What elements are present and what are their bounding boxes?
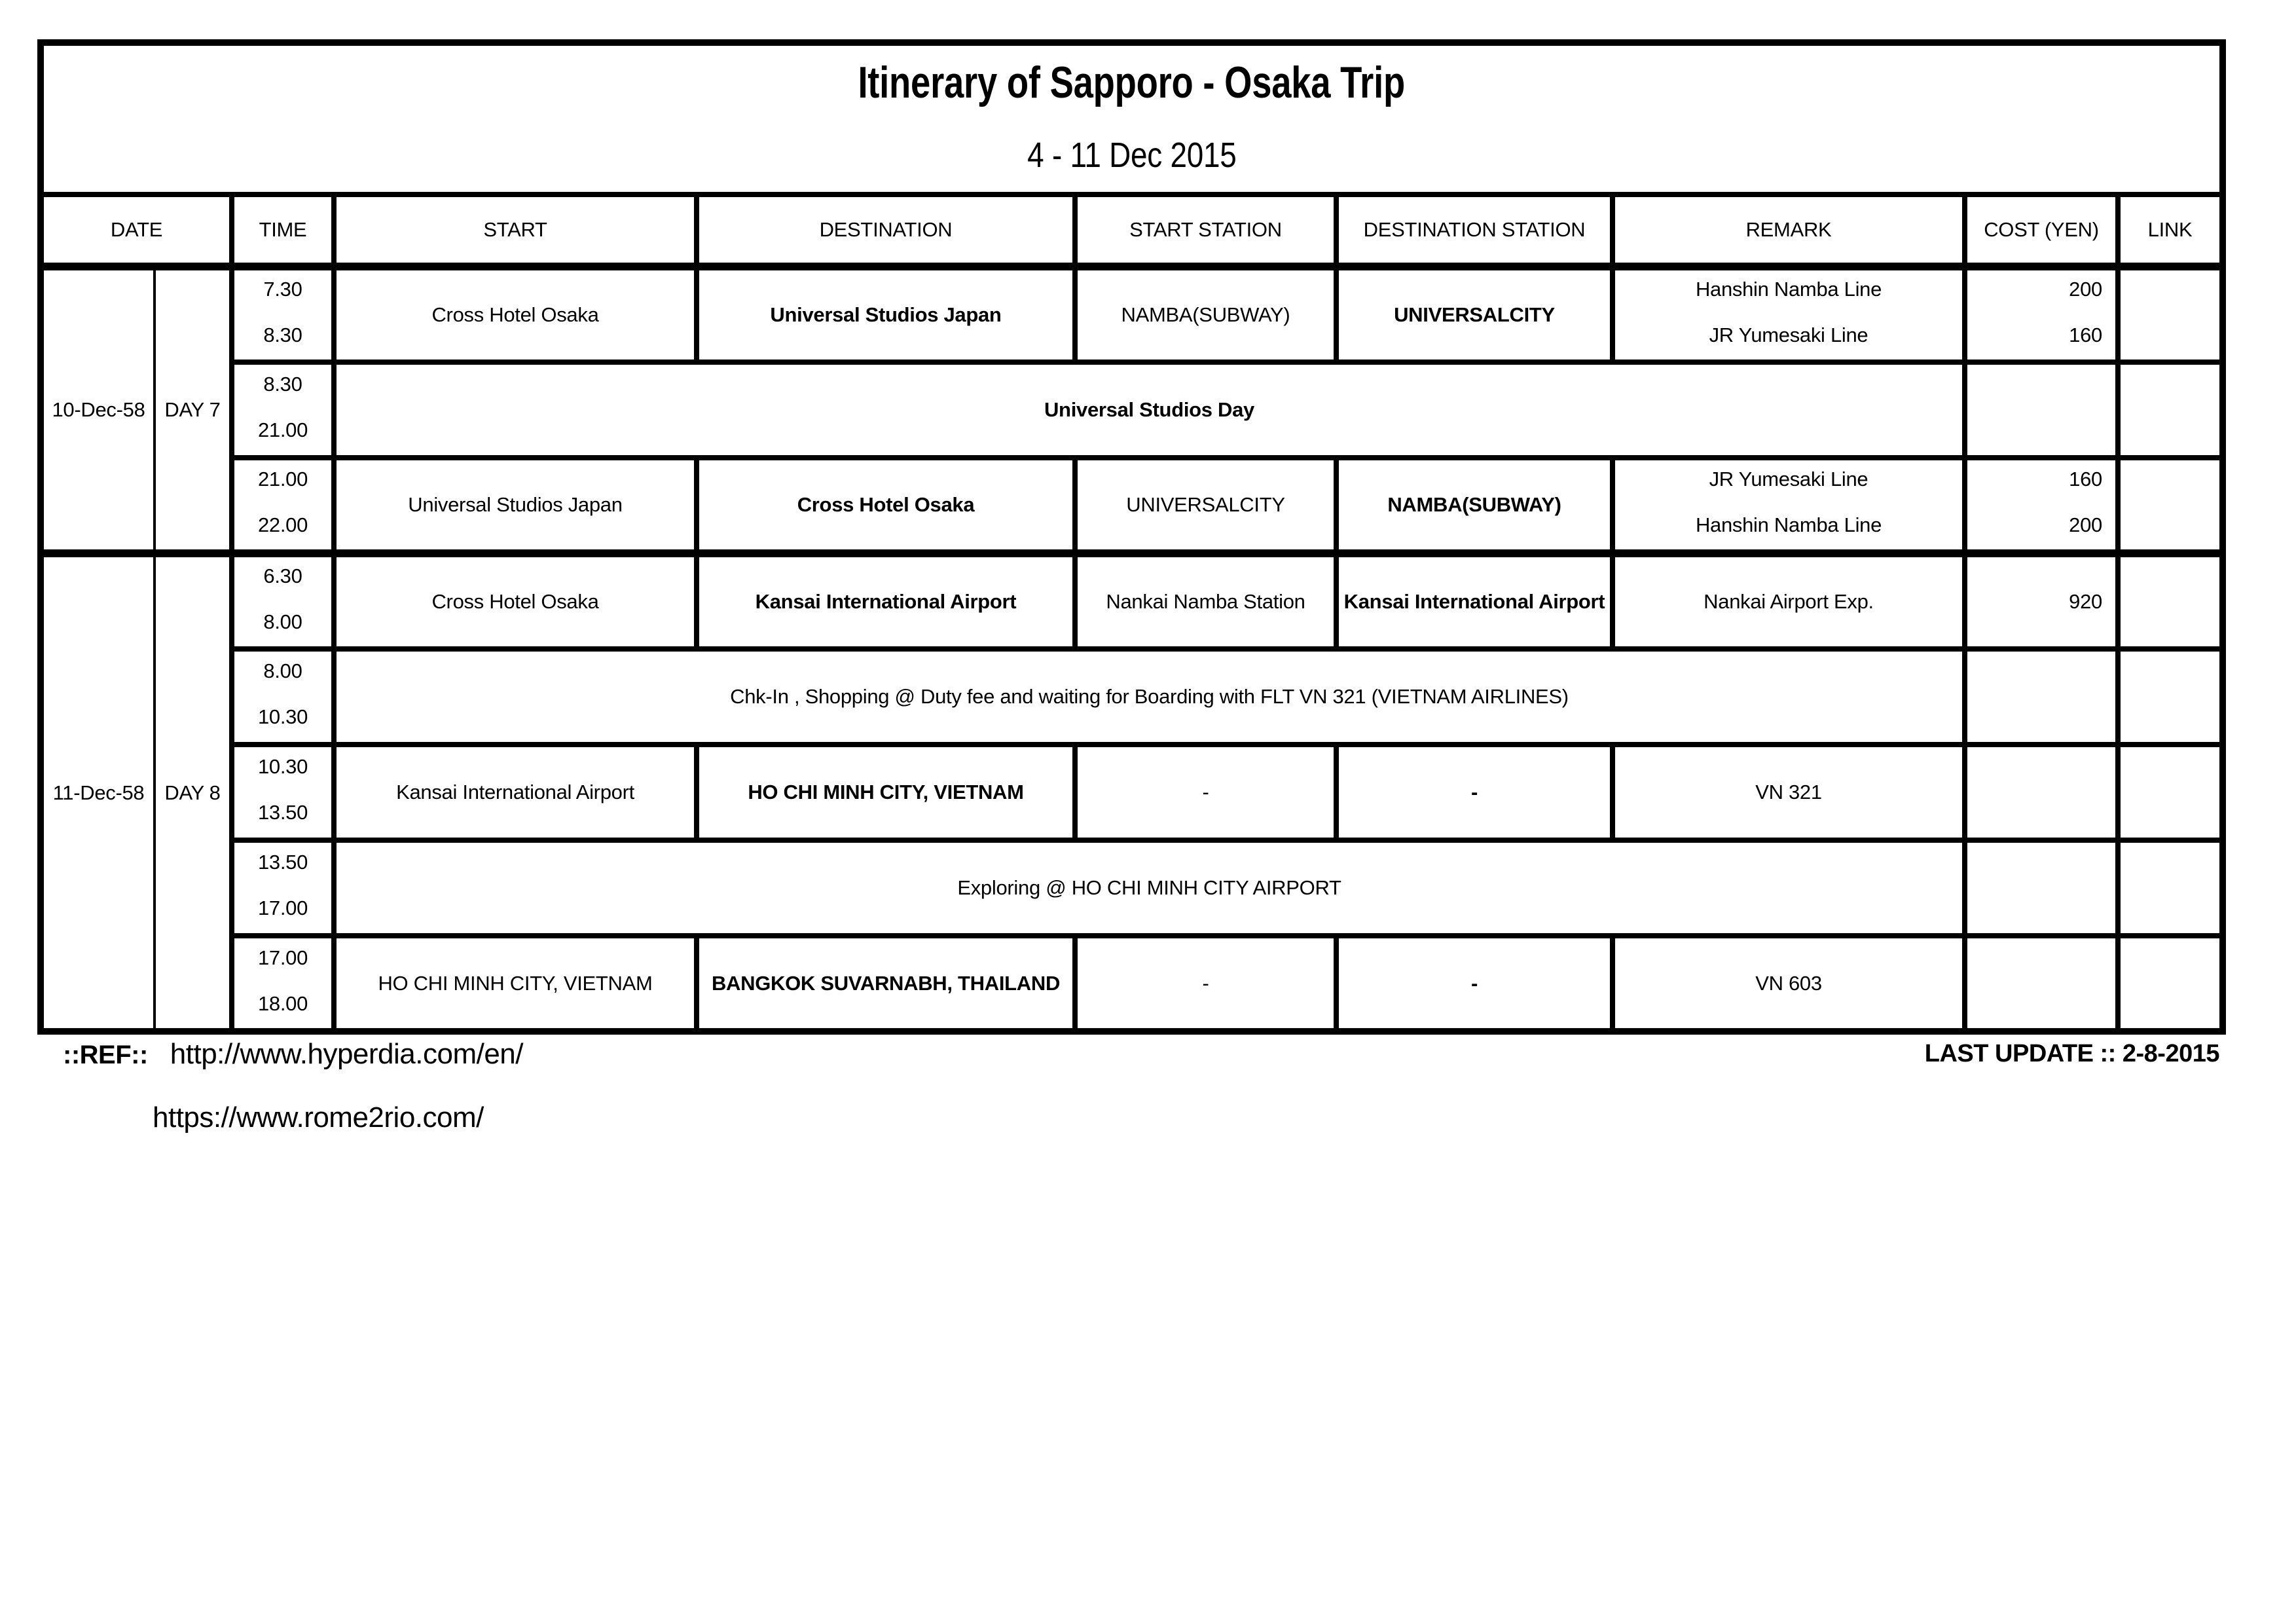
start-cell: Cross Hotel Osaka	[334, 267, 697, 362]
col-header-start-station: START STATION	[1075, 194, 1336, 267]
link-cell	[2118, 745, 2223, 840]
cost-cell	[1965, 362, 2118, 458]
destination-cell: BANGKOK SUVARNABH, THAILAND	[697, 936, 1075, 1031]
footer-reference-line	[63, 1038, 523, 1071]
remark-cell	[1613, 267, 1965, 362]
start-station-cell: UNIVERSALCITY	[1075, 458, 1336, 553]
table-row	[41, 553, 2223, 649]
remark-cell: VN 603	[1613, 936, 1965, 1031]
merged-activity-cell: Chk-In , Shopping @ Duty fee and waiting for Boarding with FLT VN 321 (VIETNAM AIRLINES)	[334, 649, 1965, 745]
date-cell: 11-Dec-58	[41, 553, 155, 1031]
col-header-remark: REMARK	[1613, 194, 1965, 267]
destination-cell: Kansai International Airport	[697, 553, 1075, 649]
destination-station-cell: Kansai International Airport	[1336, 553, 1613, 649]
link-cell	[2118, 458, 2223, 553]
destination-cell: Universal Studios Japan	[697, 267, 1075, 362]
time-cell	[232, 840, 334, 936]
time-cell	[232, 553, 334, 649]
time-from: 8.30	[263, 373, 302, 396]
link-cell	[2118, 362, 2223, 458]
time-to: 17.00	[257, 896, 308, 919]
time-to: 18.00	[257, 991, 308, 1015]
cost-cell	[1965, 267, 2118, 362]
time-from: 10.30	[257, 755, 308, 778]
footer-reference-line	[153, 1101, 484, 1134]
link-cell	[2118, 840, 2223, 936]
table-row	[41, 936, 2223, 1031]
time-from: 6.30	[263, 564, 302, 587]
time-to: 21.00	[257, 418, 308, 441]
cost-cell: 920	[1965, 553, 2118, 649]
start-station-cell: -	[1075, 745, 1336, 840]
cost-cell	[1965, 745, 2118, 840]
remark-cell	[1613, 458, 1965, 553]
time-from: 8.00	[263, 659, 302, 682]
table-row	[41, 745, 2223, 840]
time-to: 10.30	[257, 705, 308, 728]
time-cell	[232, 362, 334, 458]
time-to: 13.50	[257, 801, 308, 824]
destination-cell: Cross Hotel Osaka	[697, 458, 1075, 553]
time-from: 17.00	[257, 946, 308, 969]
col-header-destination-station: DESTINATION STATION	[1336, 194, 1613, 267]
destination-station-cell: -	[1336, 745, 1613, 840]
cost-cell	[1965, 840, 2118, 936]
time-from: 7.30	[263, 278, 302, 301]
remark-line: Hanshin Namba Line	[1695, 513, 1882, 536]
time-to: 8.30	[263, 323, 302, 346]
start-cell: Universal Studios Japan	[334, 458, 697, 553]
start-cell: HO CHI MINH CITY, VIETNAM	[334, 936, 697, 1031]
time-from: 21.00	[257, 468, 308, 490]
destination-station-cell: UNIVERSALCITY	[1336, 267, 1613, 362]
col-header-date: DATE	[41, 194, 232, 267]
remark-cell: Nankai Airport Exp.	[1613, 553, 1965, 649]
title-cell	[41, 43, 2223, 194]
remark-line: JR Yumesaki Line	[1709, 468, 1868, 490]
remark-line: Hanshin Namba Line	[1695, 278, 1882, 301]
destination-station-cell: -	[1336, 936, 1613, 1031]
time-cell	[232, 458, 334, 553]
table-row	[41, 458, 2223, 553]
day-cell: DAY 8	[155, 553, 232, 1031]
time-to: 22.00	[257, 513, 308, 536]
link-cell	[2118, 936, 2223, 1031]
cost-value: 160	[2069, 468, 2102, 490]
table-row	[41, 362, 2223, 458]
time-from: 13.50	[257, 851, 308, 874]
destination-cell: HO CHI MINH CITY, VIETNAM	[697, 745, 1075, 840]
cost-value: 200	[2069, 513, 2102, 536]
start-cell: Cross Hotel Osaka	[334, 553, 697, 649]
merged-activity-cell: Exploring @ HO CHI MINH CITY AIRPORT	[334, 840, 1965, 936]
itinerary-table	[37, 39, 2226, 1035]
cost-cell	[1965, 649, 2118, 745]
cost-cell	[1965, 936, 2118, 1031]
table-row	[41, 267, 2223, 362]
last-update-label: LAST UPDATE :: 2-8-2015	[1924, 1040, 2219, 1067]
page-title: Itinerary of Sapporo - Osaka Trip	[858, 57, 1406, 107]
title-row	[41, 43, 2223, 194]
merged-activity-cell: Universal Studios Day	[334, 362, 1965, 458]
time-cell	[232, 745, 334, 840]
date-cell: 10-Dec-58	[41, 267, 155, 553]
col-header-cost: COST (YEN)	[1965, 194, 2118, 267]
destination-station-cell: NAMBA(SUBWAY)	[1336, 458, 1613, 553]
table-row	[41, 649, 2223, 745]
start-station-cell: -	[1075, 936, 1336, 1031]
col-header-link: LINK	[2118, 194, 2223, 267]
cost-value: 200	[2069, 278, 2102, 301]
remark-line: JR Yumesaki Line	[1709, 323, 1868, 346]
reference-url: http://www.hyperdia.com/en/	[170, 1038, 523, 1070]
link-cell	[2118, 553, 2223, 649]
time-cell	[232, 267, 334, 362]
cost-value: 160	[2069, 323, 2102, 346]
col-header-start: START	[334, 194, 697, 267]
time-cell	[232, 649, 334, 745]
col-header-time: TIME	[232, 194, 334, 267]
time-cell	[232, 936, 334, 1031]
col-header-destination: DESTINATION	[697, 194, 1075, 267]
table-row	[41, 840, 2223, 936]
link-cell	[2118, 267, 2223, 362]
day-cell: DAY 7	[155, 267, 232, 553]
reference-url: https://www.rome2rio.com/	[153, 1101, 484, 1134]
start-station-cell: Nankai Namba Station	[1075, 553, 1336, 649]
cost-cell	[1965, 458, 2118, 553]
link-cell	[2118, 649, 2223, 745]
remark-cell: VN 321	[1613, 745, 1965, 840]
start-station-cell: NAMBA(SUBWAY)	[1075, 267, 1336, 362]
ref-label: ::REF::	[63, 1041, 148, 1069]
table-header-row	[41, 194, 2223, 267]
time-to: 8.00	[263, 610, 302, 633]
start-cell: Kansai International Airport	[334, 745, 697, 840]
page-subtitle: 4 - 11 Dec 2015	[1027, 136, 1237, 175]
